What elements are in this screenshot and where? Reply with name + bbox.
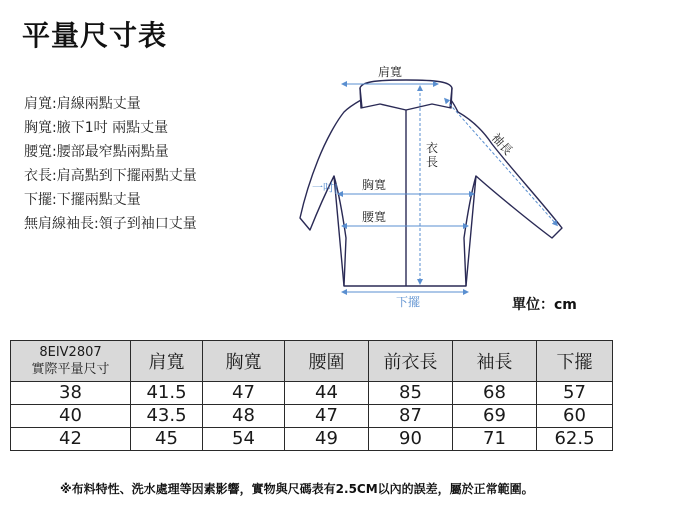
table-cell: 87 [369,405,453,428]
jacket-outline [300,80,562,286]
table-cell: 54 [203,428,285,451]
header-waist: 腰圍 [285,341,369,382]
table-header-row [11,341,613,382]
hem-measure [344,292,466,309]
sleeve-measure [446,100,556,224]
table-cell: 45 [131,428,203,451]
table-cell: 71 [453,428,537,451]
measurement-definitions [24,92,197,236]
definition-hem: 下擺:下擺兩點丈量 [24,192,141,208]
definition-waist: 腰寬:腰部最窄點兩點量 [24,144,169,160]
table-cell: 90 [369,428,453,451]
header-sleeve: 袖長 [453,341,537,382]
length-measure [420,88,438,282]
table-row [11,405,613,428]
table-cell: 68 [453,382,537,405]
table-cell: 49 [285,428,369,451]
shoulder-label: 肩寬 [377,65,403,79]
size-table [10,340,613,451]
table-row [11,382,613,405]
sleeve-label: 袖長 [488,130,516,158]
jacket-diagram [296,60,586,312]
table-cell: 62.5 [537,428,613,451]
header-chest: 胸寬 [203,341,285,382]
header-code-cell [11,341,131,382]
chest-label: 胸寬 [362,178,387,192]
table-cell: 85 [369,382,453,405]
hem-label: 下擺 [396,295,421,309]
table-cell: 43.5 [131,405,203,428]
table-cell: 47 [285,405,369,428]
table-cell: 44 [285,382,369,405]
definition-sleeve: 無肩線袖長:領子到袖口丈量 [24,216,197,232]
table-cell: 41.5 [131,382,203,405]
table-cell: 47 [203,382,285,405]
table-cell: 69 [453,405,537,428]
definition-length: 衣長:肩高點到下擺兩點丈量 [24,168,197,184]
header-front-length: 前衣長 [369,341,453,382]
definition-shoulder: 肩寬:肩線兩點丈量 [24,96,141,112]
shoulder-measure [344,64,436,84]
inch-label: 一吋 [312,181,334,194]
table-cell: 48 [203,405,285,428]
unit-label: 單位：cm [512,297,577,313]
jacket-illustration [296,60,586,312]
header-hem: 下擺 [537,341,613,382]
header-shoulder: 肩寬 [131,341,203,382]
product-code: 8EIV2807 [39,345,102,360]
definition-chest: 胸寬:腋下1吋 兩點丈量 [24,120,169,136]
size-cell: 40 [11,405,131,428]
page-title: 平量尺寸表 [22,19,168,52]
length-label-2: 長 [426,155,439,169]
size-cell: 38 [11,382,131,405]
waist-label: 腰寬 [362,210,387,224]
table-cell: 60 [537,405,613,428]
disclaimer-note: ※布料特性、洗水處理等因素影響，實物與尺碼表有2.5CM以內的誤差，屬於正常範圍。 [60,482,534,496]
table-row [11,428,613,451]
inch-measure [312,180,336,194]
product-code-sub: 實際平量尺寸 [31,362,110,377]
table-cell: 57 [537,382,613,405]
waist-measure [344,209,466,226]
length-label-1: 衣 [426,141,439,155]
size-cell: 42 [11,428,131,451]
